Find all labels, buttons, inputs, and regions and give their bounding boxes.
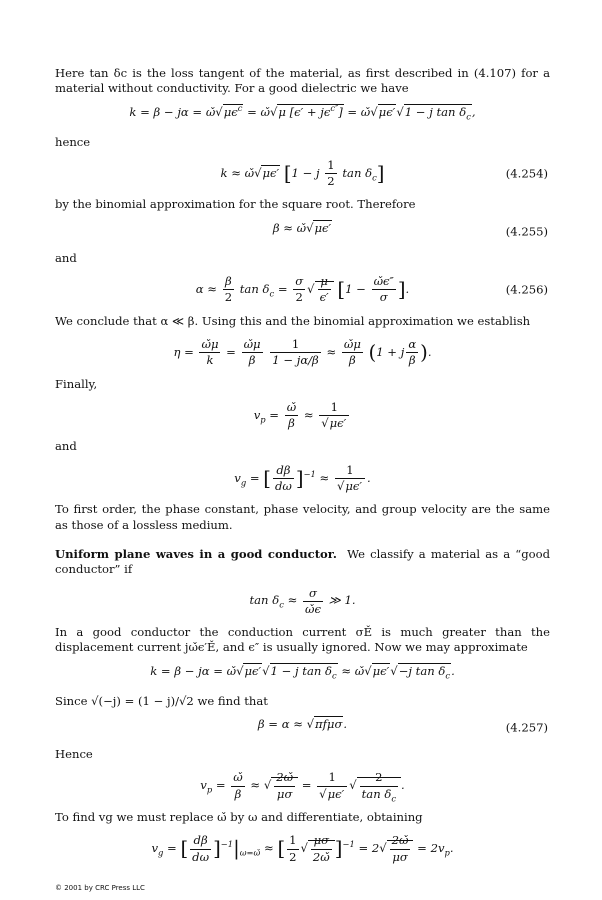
equation-eta: η = $\frac{\omegǎ\mu}{k}$ = $\frac{\omegǎ\mu}{\beta}$ $\frac{1}{1 - j\alpha/\beta}$ ≈ $\frac{\omegǎ\mu}{\beta}$ (1 + j $\frac{\alpha}{\beta}$ ).	[173, 336, 432, 368]
intro-paragraph: Here tan δc is the loss tangent of the material, as first described in (4.107) for a material without conductivity. For a good dielectric we have	[55, 66, 550, 96]
equation-number: (4.256)	[505, 282, 548, 297]
equation-k-conductor: k = β − jα = ω̌√μϵ′√1 − j $\tan \delta_c$ ≈ ω̌√μϵ′√−j $\tan \delta_c$.	[150, 663, 455, 681]
section-heading: Uniform plane waves in a good conductor.	[55, 546, 337, 561]
equation-vp-conductor: $v_p$ = $\frac{\omegǎ}{\beta}$ ≈ √ $\frac{2\omegǎ}{\mu\sigma}$ = $\frac{1}{√\mu\epsilon'}$ √ $\frac{2}{\tan \delta_c}$ .	[200, 770, 405, 803]
equation-tan-delta: $\tan \delta_c$ ≈ $\frac{\sigma}{\omegǎ\epsilon}$ ≫ 1.	[249, 585, 356, 616]
equation-4-255: β ≈ ω̌√μϵ′ (4.255)	[272, 220, 548, 239]
equation-vp: $v_p$ = $\frac{\omegǎ}{\beta}$ ≈ $\frac{1}{√\mu\epsilon'}$	[55, 400, 550, 432]
equation-number: (4.254)	[505, 166, 548, 181]
conclude-paragraph: We conclude that α ≪ β. Using this and the binomial approximation we establish	[55, 313, 531, 328]
binomial-paragraph: by the binomial approximation for the square root. Therefore	[55, 197, 416, 212]
equation-4-254: k ≈ ω̌√μϵ′ [1 − j $\frac{1}{2}$ $\tan \delta_c$] (4.254)	[220, 157, 548, 189]
section-text: We classify a material as a “good conductor” if	[55, 546, 551, 577]
since-paragraph: Since √(−j) = (1 − j)/√2 we find that	[55, 693, 268, 708]
equation-vg-conductor: $v_g$ = [ $\frac{d\beta}{d\omega}$ ]$^{-1}|_{\omega=\omegǎ}$ ≈ [ $\frac{1}{2}$ √ $\frac{\mu\sigma}{2\omegǎ}$ ]$^{-1}$ = 2√ $\frac{2\omegǎ}{\mu\sigma}$ = $2v_p$.	[151, 833, 454, 864]
equation-number: (4.257)	[505, 720, 548, 735]
good-conductor-paragraph: In a good conductor the conduction current σĚ is much greater than the displacement current jω̌ϵ′Ě, and ϵ″ is usually ignored. Now we may approximate	[55, 625, 550, 655]
equation-4-257: β = α ≈ √πfμσ. (4.257)	[257, 717, 548, 735]
copyright-footer: © 2001 by CRC Press LLC	[55, 884, 145, 892]
find-vg-paragraph: To find vg we must replace ω̌ by ω and differentiate, obtaining	[55, 809, 423, 824]
and-text-2: and	[55, 439, 77, 454]
page-content	[55, 66, 550, 873]
hence-text-2: Hence	[55, 747, 93, 762]
equation-k-dielectric: $k = \beta - j\alpha = \omegǎ√\mu\epsilon^c$ = ω̌√μ $[\epsilon' + j\epsilon^{c''}]$ = ω̌√μϵ′√1 − j $\tan \delta_c$,	[129, 102, 476, 121]
first-order-paragraph: To first order, the phase constant, phase velocity, and group velocity are the same as those of a lossless medium.	[55, 502, 550, 532]
equation-number: (4.255)	[505, 224, 548, 239]
equation-4-256: α ≈ $\frac{\beta}{2}$ $\tan \delta_c$ = $\frac{\sigma}{2}$ √ $\frac{\mu}{\epsilon'}$ [1 − $\frac{\omegǎ\epsilon''}{\sigma}$ ]. (4.256)	[195, 274, 548, 305]
finally-text: Finally,	[55, 376, 98, 391]
equation-vg: $v_g$ = [ $\frac{d\beta}{d\omega}$ ]$^{-1}$ ≈ $\frac{1}{√\mu\epsilon'}$ .	[234, 462, 371, 494]
and-text: and	[55, 250, 77, 265]
section-paragraph	[55, 547, 550, 578]
hence-text: hence	[55, 134, 91, 149]
